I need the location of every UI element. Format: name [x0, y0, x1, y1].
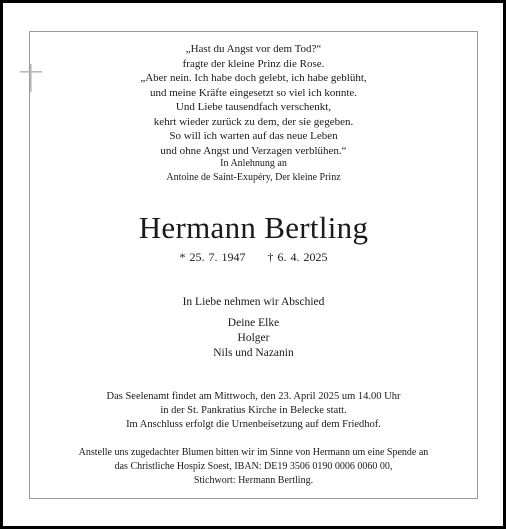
service-line: Im Anschluss erfolgt die Urnenbeisetzung auf dem Friedhof.	[126, 419, 381, 430]
poem-line: Und Liebe tausendfach verschenkt,	[175, 101, 332, 113]
donation-info	[29, 446, 478, 488]
poem-line: fragte der kleine Prinz die Rose.	[182, 57, 325, 70]
deceased-name: Hermann Bertling	[138, 210, 369, 245]
birth-date: * 25. 7. 1947	[179, 250, 246, 264]
death-date: † 6. 4. 2025	[267, 250, 328, 264]
attribution-source: Antoine de Saint-Exupéry, Der kleine Prinz	[166, 172, 341, 183]
poem-attribution	[29, 157, 478, 185]
life-dates	[29, 249, 478, 265]
poem-line: „Aber nein. Ich habe doch gelebt, ich habe geblüht,	[140, 72, 367, 84]
family-member: Holger	[237, 332, 270, 344]
family-member: Deine Elke	[227, 317, 280, 329]
poem-line: und ohne Angst und Verzagen verblühen.“	[160, 144, 347, 157]
donation-line: das Christliche Hospiz Soest, IBAN: DE19 3506 0190 0006 0060 00,	[114, 461, 393, 472]
family-member: Nils und Nazanin	[213, 347, 294, 359]
service-info	[29, 390, 478, 432]
service-line: Das Seelenamt findet am Mittwoch, den 23. April 2025 um 14.00 Uhr	[106, 391, 401, 402]
attribution-line: In Anlehnung an	[220, 158, 287, 169]
donation-line: Stichwort: Hermann Bertling.	[193, 475, 314, 486]
poem-line: „Hast du Angst vor dem Tod?“	[185, 43, 322, 55]
family-list	[29, 316, 478, 361]
poem-line: kehrt wieder zurück zu dem, der sie gegeben.	[153, 115, 354, 128]
service-line: in der St. Pankratius Kirche in Belecke statt.	[160, 405, 347, 416]
poem-line: So will ich warten auf das neue Leben	[169, 130, 338, 142]
donation-line: Anstelle uns zugedachter Blumen bitten wir im Sinne von Hermann um eine Spende an	[78, 447, 429, 458]
farewell-text: In Liebe nehmen wir Abschied	[182, 296, 325, 308]
poem	[29, 42, 478, 158]
poem-line: und meine Kräfte eingesetzt so viel ich konnte.	[149, 86, 358, 99]
